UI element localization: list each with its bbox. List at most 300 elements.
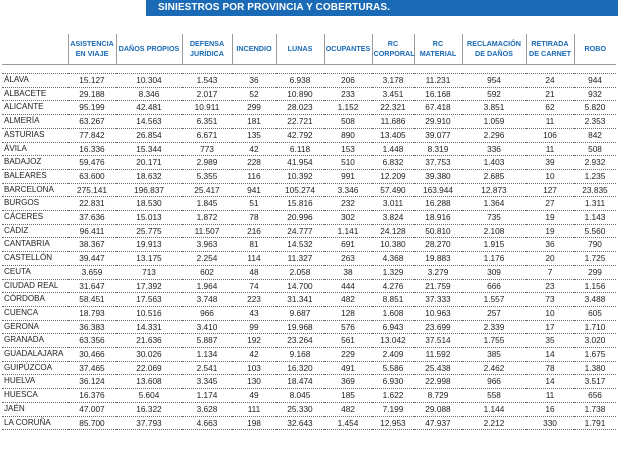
value-cell: 50.810 <box>414 224 462 238</box>
value-cell: 23.835 <box>574 183 616 197</box>
value-cell: 2.409 <box>372 348 414 362</box>
spacer-cell <box>232 65 276 74</box>
table-row <box>2 334 616 348</box>
value-cell: 81 <box>232 238 276 252</box>
value-cell: 2.296 <box>462 128 526 142</box>
value-cell: 9.168 <box>276 348 324 362</box>
value-cell: 790 <box>574 238 616 252</box>
value-cell: 336 <box>462 142 526 156</box>
province-cell: CÓRDOBA <box>2 293 68 307</box>
value-cell: 6.943 <box>372 320 414 334</box>
value-cell: 9.687 <box>276 306 324 320</box>
value-cell: 26.854 <box>116 128 182 142</box>
spacer-cell <box>324 65 372 74</box>
table-row <box>2 197 616 211</box>
value-cell: 482 <box>324 402 372 416</box>
value-cell: 2.017 <box>182 87 232 101</box>
province-cell: ALBACETE <box>2 87 68 101</box>
value-cell: 17 <box>526 320 574 334</box>
value-cell: 369 <box>324 375 372 389</box>
value-cell: 28.023 <box>276 101 324 115</box>
value-cell: 1.675 <box>574 348 616 362</box>
value-cell: 47.007 <box>68 402 116 416</box>
value-cell: 32.643 <box>276 416 324 430</box>
value-cell: 1.622 <box>372 389 414 403</box>
value-cell: 1.143 <box>574 211 616 225</box>
value-cell: 29.910 <box>414 115 462 129</box>
value-cell: 96.411 <box>68 224 116 238</box>
value-cell: 185 <box>324 389 372 403</box>
province-cell: CÁDIZ <box>2 224 68 238</box>
value-cell: 5.887 <box>182 334 232 348</box>
value-cell: 38.367 <box>68 238 116 252</box>
province-cell: ASTURIAS <box>2 128 68 142</box>
province-cell: BURGOS <box>2 197 68 211</box>
province-cell: BADAJOZ <box>2 156 68 170</box>
value-cell: 1.380 <box>574 361 616 375</box>
value-cell: 16.376 <box>68 389 116 403</box>
value-cell: 6.671 <box>182 128 232 142</box>
value-cell: 198 <box>232 416 276 430</box>
column-header: ROBO <box>574 34 616 65</box>
value-cell: 5.604 <box>116 389 182 403</box>
spacer-cell <box>414 65 462 74</box>
province-cell: ALICANTE <box>2 101 68 115</box>
value-cell: 11.686 <box>372 115 414 129</box>
value-cell: 16.322 <box>116 402 182 416</box>
value-cell: 385 <box>462 348 526 362</box>
claims-table <box>2 34 616 430</box>
value-cell: 15.816 <box>276 197 324 211</box>
value-cell: 3.346 <box>324 183 372 197</box>
value-cell: 43 <box>232 306 276 320</box>
value-cell: 1.156 <box>574 279 616 293</box>
value-cell: 6.832 <box>372 156 414 170</box>
value-cell: 13.608 <box>116 375 182 389</box>
value-cell: 1.141 <box>324 224 372 238</box>
value-cell: 223 <box>232 293 276 307</box>
table-row <box>2 101 616 115</box>
table-row <box>2 238 616 252</box>
value-cell: 127 <box>526 183 574 197</box>
value-cell: 58.451 <box>68 293 116 307</box>
value-cell: 444 <box>324 279 372 293</box>
value-cell: 2.541 <box>182 361 232 375</box>
value-cell: 944 <box>574 74 616 88</box>
value-cell: 16 <box>526 402 574 416</box>
value-cell: 22.831 <box>68 197 116 211</box>
header-row <box>2 34 616 65</box>
value-cell: 10 <box>526 169 574 183</box>
table-row <box>2 128 616 142</box>
value-cell: 78 <box>232 211 276 225</box>
value-cell: 63.356 <box>68 334 116 348</box>
value-cell: 1.144 <box>462 402 526 416</box>
value-cell: 602 <box>182 265 232 279</box>
value-cell: 16.336 <box>68 142 116 156</box>
value-cell: 19.968 <box>276 320 324 334</box>
value-cell: 57.490 <box>372 183 414 197</box>
value-cell: 8.319 <box>414 142 462 156</box>
value-cell: 17.563 <box>116 293 182 307</box>
value-cell: 275.141 <box>68 183 116 197</box>
value-cell: 25.775 <box>116 224 182 238</box>
value-cell: 114 <box>232 252 276 266</box>
value-cell: 257 <box>462 306 526 320</box>
spacer-cell <box>68 65 116 74</box>
value-cell: 24.128 <box>372 224 414 238</box>
table-row <box>2 279 616 293</box>
value-cell: 3.011 <box>372 197 414 211</box>
column-header: RC MATERIAL <box>414 34 462 65</box>
value-cell: 37.793 <box>116 416 182 430</box>
province-cell: CASTELLÓN <box>2 252 68 266</box>
value-cell: 35 <box>526 334 574 348</box>
table-row <box>2 293 616 307</box>
value-cell: 15.013 <box>116 211 182 225</box>
value-cell: 954 <box>462 74 526 88</box>
value-cell: 966 <box>462 375 526 389</box>
value-cell: 37.333 <box>414 293 462 307</box>
value-cell: 5.820 <box>574 101 616 115</box>
value-cell: 23.264 <box>276 334 324 348</box>
value-cell: 36.383 <box>68 320 116 334</box>
value-cell: 735 <box>462 211 526 225</box>
value-cell: 31.341 <box>276 293 324 307</box>
value-cell: 592 <box>462 87 526 101</box>
value-cell: 31.647 <box>68 279 116 293</box>
value-cell: 1.174 <box>182 389 232 403</box>
value-cell: 21.636 <box>116 334 182 348</box>
value-cell: 1.059 <box>462 115 526 129</box>
value-cell: 16.168 <box>414 87 462 101</box>
value-cell: 842 <box>574 128 616 142</box>
value-cell: 605 <box>574 306 616 320</box>
province-cell: HUELVA <box>2 375 68 389</box>
value-cell: 24.777 <box>276 224 324 238</box>
value-cell: 52 <box>232 87 276 101</box>
value-cell: 42 <box>232 348 276 362</box>
value-cell: 130 <box>232 375 276 389</box>
value-cell: 37.465 <box>68 361 116 375</box>
value-cell: 6.930 <box>372 375 414 389</box>
value-cell: 1.557 <box>462 293 526 307</box>
value-cell: 3.659 <box>68 265 116 279</box>
value-cell: 233 <box>324 87 372 101</box>
value-cell: 13.175 <box>116 252 182 266</box>
value-cell: 1.448 <box>372 142 414 156</box>
value-cell: 37.753 <box>414 156 462 170</box>
value-cell: 5.560 <box>574 224 616 238</box>
value-cell: 691 <box>324 238 372 252</box>
province-cell: HUESCA <box>2 389 68 403</box>
value-cell: 24 <box>526 74 574 88</box>
value-cell: 713 <box>116 265 182 279</box>
value-cell: 23.699 <box>414 320 462 334</box>
value-cell: 302 <box>324 211 372 225</box>
value-cell: 23 <box>526 279 574 293</box>
value-cell: 2.462 <box>462 361 526 375</box>
spacer-cell <box>2 65 68 74</box>
value-cell: 1.755 <box>462 334 526 348</box>
value-cell: 263 <box>324 252 372 266</box>
value-cell: 2.932 <box>574 156 616 170</box>
value-cell: 14.532 <box>276 238 324 252</box>
value-cell: 1.134 <box>182 348 232 362</box>
value-cell: 4.368 <box>372 252 414 266</box>
value-cell: 18.530 <box>116 197 182 211</box>
column-header: RECLAMACIÓN DE DAÑOS <box>462 34 526 65</box>
province-cell: CUENCA <box>2 306 68 320</box>
value-cell: 11.592 <box>414 348 462 362</box>
value-cell: 1.915 <box>462 238 526 252</box>
value-cell: 1.725 <box>574 252 616 266</box>
value-cell: 941 <box>232 183 276 197</box>
spacer-cell <box>574 65 616 74</box>
value-cell: 666 <box>462 279 526 293</box>
value-cell: 7.199 <box>372 402 414 416</box>
value-cell: 29.188 <box>68 87 116 101</box>
value-cell: 18.793 <box>68 306 116 320</box>
value-cell: 116 <box>232 169 276 183</box>
table-row <box>2 416 616 430</box>
value-cell: 656 <box>574 389 616 403</box>
value-cell: 22.721 <box>276 115 324 129</box>
value-cell: 47.937 <box>414 416 462 430</box>
value-cell: 10.911 <box>182 101 232 115</box>
value-cell: 2.353 <box>574 115 616 129</box>
province-cell: LA CORUÑA <box>2 416 68 430</box>
value-cell: 14.563 <box>116 115 182 129</box>
value-cell: 576 <box>324 320 372 334</box>
value-cell: 30.466 <box>68 348 116 362</box>
value-cell: 21.759 <box>414 279 462 293</box>
value-cell: 37.636 <box>68 211 116 225</box>
table-row <box>2 375 616 389</box>
value-cell: 105.274 <box>276 183 324 197</box>
value-cell: 8.045 <box>276 389 324 403</box>
province-cell: ÁLAVA <box>2 74 68 88</box>
value-cell: 6.118 <box>276 142 324 156</box>
value-cell: 22.998 <box>414 375 462 389</box>
table-title: SINIESTROS POR PROVINCIA Y COBERTURAS. <box>146 0 618 16</box>
value-cell: 37.514 <box>414 334 462 348</box>
column-header: OCUPANTES <box>324 34 372 65</box>
value-cell: 508 <box>574 142 616 156</box>
value-cell: 22.069 <box>116 361 182 375</box>
value-cell: 1.329 <box>372 265 414 279</box>
value-cell: 15.127 <box>68 74 116 88</box>
value-cell: 14 <box>526 348 574 362</box>
value-cell: 3.628 <box>182 402 232 416</box>
table-row <box>2 87 616 101</box>
value-cell: 6.938 <box>276 74 324 88</box>
value-cell: 3.963 <box>182 238 232 252</box>
value-cell: 229 <box>324 348 372 362</box>
value-cell: 8.851 <box>372 293 414 307</box>
value-cell: 3.488 <box>574 293 616 307</box>
province-cell: GUIPÚZCOA <box>2 361 68 375</box>
table-row <box>2 183 616 197</box>
value-cell: 63.600 <box>68 169 116 183</box>
value-cell: 16.288 <box>414 197 462 211</box>
value-cell: 232 <box>324 197 372 211</box>
value-cell: 2.254 <box>182 252 232 266</box>
province-cell: BARCELONA <box>2 183 68 197</box>
value-cell: 491 <box>324 361 372 375</box>
column-header: INCENDIO <box>232 34 276 65</box>
value-cell: 330 <box>526 416 574 430</box>
value-cell: 508 <box>324 115 372 129</box>
province-cell: GERONA <box>2 320 68 334</box>
value-cell: 3.451 <box>372 87 414 101</box>
value-cell: 932 <box>574 87 616 101</box>
value-cell: 21 <box>526 87 574 101</box>
value-cell: 10.890 <box>276 87 324 101</box>
value-cell: 128 <box>324 306 372 320</box>
value-cell: 196.837 <box>116 183 182 197</box>
value-cell: 181 <box>232 115 276 129</box>
value-cell: 773 <box>182 142 232 156</box>
province-cell: CIUDAD REAL <box>2 279 68 293</box>
value-cell: 103 <box>232 361 276 375</box>
table-row <box>2 265 616 279</box>
value-cell: 20.996 <box>276 211 324 225</box>
value-cell: 299 <box>232 101 276 115</box>
value-cell: 8.729 <box>414 389 462 403</box>
column-header: RC CORPORAL <box>372 34 414 65</box>
value-cell: 27 <box>526 197 574 211</box>
province-cell: CEUTA <box>2 265 68 279</box>
value-cell: 510 <box>324 156 372 170</box>
value-cell: 22.321 <box>372 101 414 115</box>
value-cell: 228 <box>232 156 276 170</box>
value-cell: 2.058 <box>276 265 324 279</box>
value-cell: 966 <box>182 306 232 320</box>
value-cell: 11 <box>526 142 574 156</box>
value-cell: 95.199 <box>68 101 116 115</box>
value-cell: 1.710 <box>574 320 616 334</box>
value-cell: 14.700 <box>276 279 324 293</box>
value-cell: 39.380 <box>414 169 462 183</box>
value-cell: 3.851 <box>462 101 526 115</box>
value-cell: 38 <box>324 265 372 279</box>
value-cell: 48 <box>232 265 276 279</box>
value-cell: 2.212 <box>462 416 526 430</box>
province-cell: ALMERÍA <box>2 115 68 129</box>
value-cell: 67.418 <box>414 101 462 115</box>
value-cell: 6.351 <box>182 115 232 129</box>
table-row <box>2 211 616 225</box>
value-cell: 309 <box>462 265 526 279</box>
value-cell: 39 <box>526 156 574 170</box>
value-cell: 85.700 <box>68 416 116 430</box>
province-cell: JAÉN <box>2 402 68 416</box>
table-row <box>2 156 616 170</box>
value-cell: 11.327 <box>276 252 324 266</box>
value-cell: 13.042 <box>372 334 414 348</box>
value-cell: 561 <box>324 334 372 348</box>
value-cell: 153 <box>324 142 372 156</box>
table-row <box>2 402 616 416</box>
column-header: ASISTENCIA EN VIAJE <box>68 34 116 65</box>
value-cell: 11 <box>526 389 574 403</box>
value-cell: 4.276 <box>372 279 414 293</box>
value-cell: 216 <box>232 224 276 238</box>
value-cell: 49 <box>232 389 276 403</box>
value-cell: 17.392 <box>116 279 182 293</box>
value-cell: 18.632 <box>116 169 182 183</box>
value-cell: 11.231 <box>414 74 462 88</box>
value-cell: 30.026 <box>116 348 182 362</box>
value-cell: 42.792 <box>276 128 324 142</box>
value-cell: 5.586 <box>372 361 414 375</box>
value-cell: 16.320 <box>276 361 324 375</box>
value-cell: 13.405 <box>372 128 414 142</box>
value-cell: 2.685 <box>462 169 526 183</box>
value-cell: 41.954 <box>276 156 324 170</box>
value-cell: 29.088 <box>414 402 462 416</box>
value-cell: 482 <box>324 293 372 307</box>
table-row <box>2 389 616 403</box>
value-cell: 59.476 <box>68 156 116 170</box>
column-header: DEFENSA JURÍDICA <box>182 34 232 65</box>
value-cell: 3.345 <box>182 375 232 389</box>
value-cell: 78 <box>526 361 574 375</box>
value-cell: 1.152 <box>324 101 372 115</box>
value-cell: 12.953 <box>372 416 414 430</box>
value-cell: 1.964 <box>182 279 232 293</box>
spacer-cell <box>116 65 182 74</box>
spacer-row <box>2 65 616 74</box>
province-cell: BALEARES <box>2 169 68 183</box>
value-cell: 99 <box>232 320 276 334</box>
value-cell: 25.417 <box>182 183 232 197</box>
value-cell: 1.454 <box>324 416 372 430</box>
value-cell: 106 <box>526 128 574 142</box>
column-header: RETIRADA DE CARNET <box>526 34 574 65</box>
table-row <box>2 169 616 183</box>
value-cell: 36 <box>232 74 276 88</box>
value-cell: 25.438 <box>414 361 462 375</box>
spacer-cell <box>526 65 574 74</box>
value-cell: 5.355 <box>182 169 232 183</box>
value-cell: 10.963 <box>414 306 462 320</box>
value-cell: 299 <box>574 265 616 279</box>
value-cell: 1.738 <box>574 402 616 416</box>
value-cell: 1.403 <box>462 156 526 170</box>
table-row <box>2 361 616 375</box>
table-body <box>2 65 616 430</box>
value-cell: 1.364 <box>462 197 526 211</box>
value-cell: 14.331 <box>116 320 182 334</box>
province-cell: GUADALAJARA <box>2 348 68 362</box>
province-cell: CANTABRIA <box>2 238 68 252</box>
column-header: DAÑOS PROPIOS <box>116 34 182 65</box>
value-cell: 558 <box>462 389 526 403</box>
value-cell: 11.507 <box>182 224 232 238</box>
value-cell: 62 <box>526 101 574 115</box>
value-cell: 74 <box>232 279 276 293</box>
table-row <box>2 320 616 334</box>
value-cell: 163.944 <box>414 183 462 197</box>
value-cell: 206 <box>324 74 372 88</box>
value-cell: 11 <box>526 115 574 129</box>
value-cell: 3.279 <box>414 265 462 279</box>
table-row <box>2 252 616 266</box>
value-cell: 19 <box>526 224 574 238</box>
value-cell: 42.481 <box>116 101 182 115</box>
